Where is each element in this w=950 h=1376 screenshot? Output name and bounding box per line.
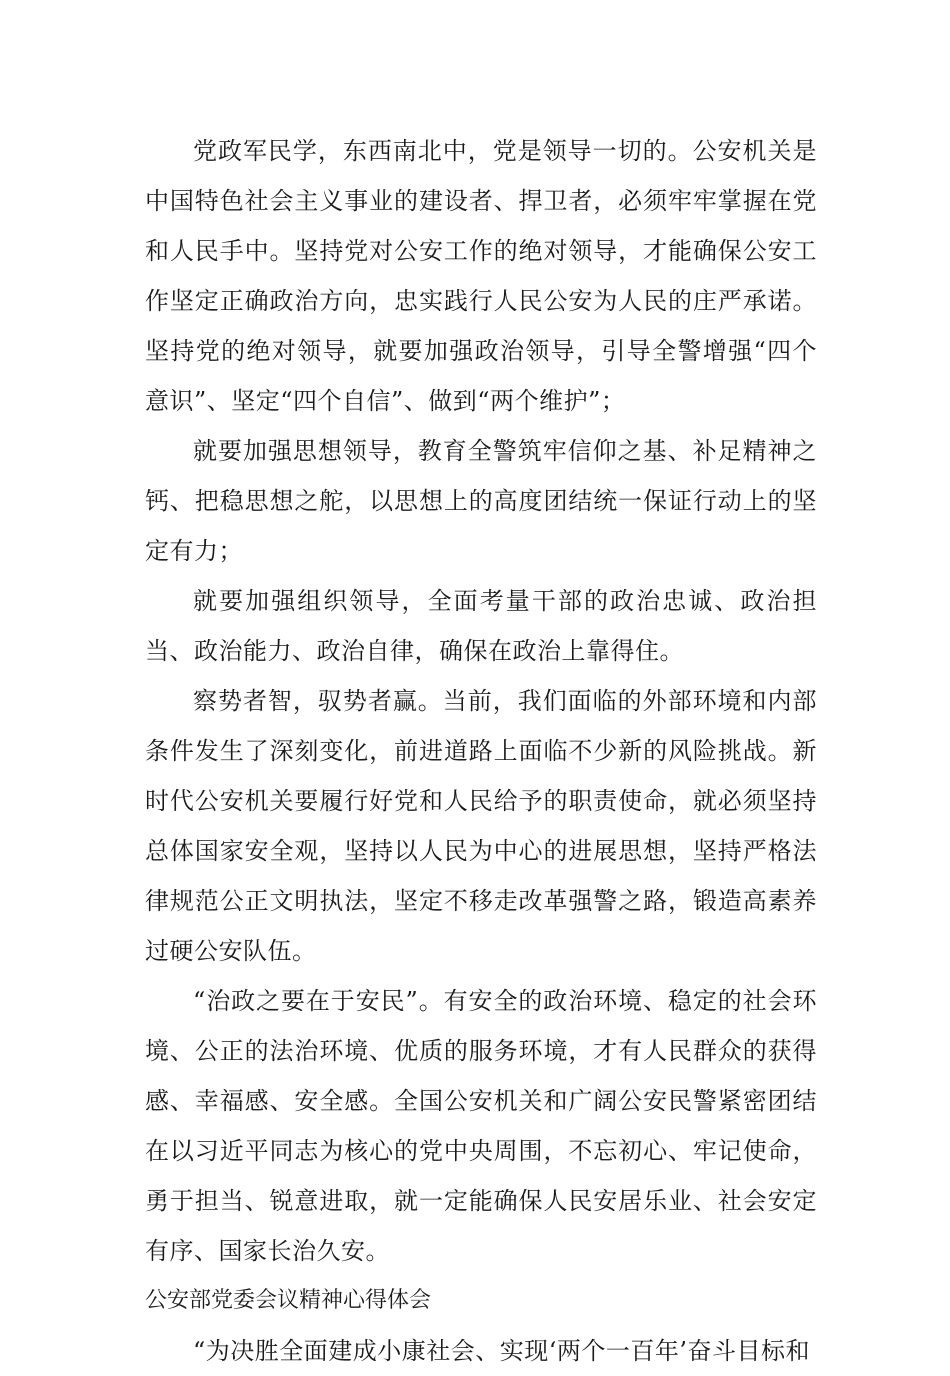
section-title: 公安部党委会议精神心得体会	[145, 1288, 432, 1313]
paragraph-continuation: “为决胜全面建成小康社会、实现‘两个一百年’奋斗目标和	[193, 1337, 811, 1365]
paragraph-situation: 察势者智，驭势者赢。当前，我们面临的外部环境和内部条件发生了深刻变化，前进道路上面临不少新的风险挑战。新时代公安机关要履行好党和人民给予的职责使命，就必须坚持总体国家安全观，坚持以人民为中心的进展思想，坚持严格法律规范公正文明执法，坚定不移走改革强警之路，锻造高素养过硬公安队伍。	[145, 687, 817, 965]
paragraph-party-leadership: 党政军民学，东西南北中，党是领导一切的。公安机关是中国特色社会主义事业的建设者、捍卫者，必须牢牢掌握在党和人民手中。坚持党对公安工作的绝对领导，才能确保公安工作坚定正确政治方向，忠实践行人民公安为人民的庄严承诺。坚持党的绝对领导，就要加强政治领导，引导全警增强“四个意识”、坚定“四个自信”、做到“两个维护”；	[145, 137, 817, 415]
paragraph-ideological-leadership: 就要加强思想领导，教育全警筑牢信仰之基、补足精神之钙、把稳思想之舵，以思想上的高度团结统一保证行动上的坚定有力；	[145, 437, 817, 565]
paragraph-governance: “治政之要在于安民”。有安全的政治环境、稳定的社会环境、公正的法治环境、优质的服务环境，才有人民群众的获得感、幸福感、安全感。全国公安机关和广阔公安民警紧密团结在以习近平同志为核心的党中央周围，不忘初心、牢记使命，勇于担当、锐意进取，就一定能确保人民安居乐业、社会安定有序、国家长治久安。	[145, 987, 817, 1265]
document-body	[145, 126, 817, 1376]
paragraph-organizational-leadership: 就要加强组织领导，全面考量干部的政治忠诚、政治担当、政治能力、政治自律，确保在政治上靠得住。	[145, 587, 817, 665]
